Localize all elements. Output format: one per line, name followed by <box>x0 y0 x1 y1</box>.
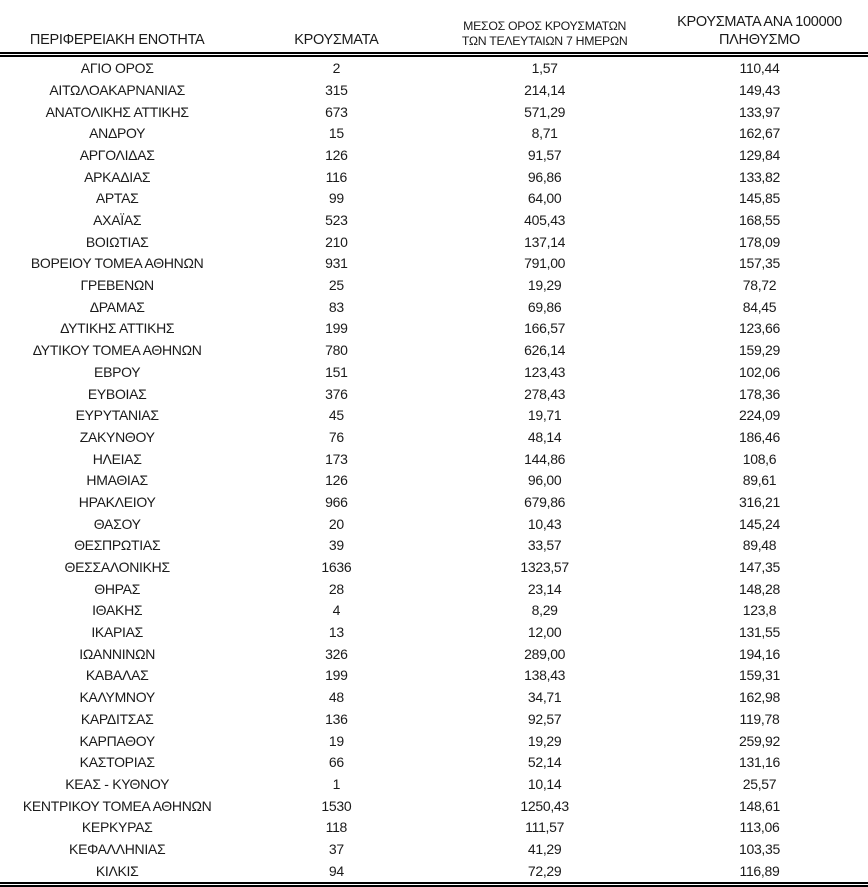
cases-cell: 13 <box>328 624 344 641</box>
cases-cell: 2 <box>332 60 341 77</box>
region-cell: ΕΒΡΟΥ <box>94 363 141 380</box>
per100k-cell: 25,57 <box>742 775 777 792</box>
cases-cell: 673 <box>325 103 348 120</box>
per100k-cell: 133,82 <box>738 168 780 185</box>
per100k-cell: 149,43 <box>738 81 780 98</box>
cases-cell: 1636 <box>321 559 352 576</box>
region-cell: ΚΑΒΑΛΑΣ <box>85 667 149 684</box>
avg7-cell: 64,00 <box>527 190 562 207</box>
cases-cell: 931 <box>325 255 348 272</box>
region-cell: ΘΑΣΟΥ <box>93 515 141 532</box>
per100k-cell: 108,6 <box>742 450 777 467</box>
per100k-cell: 78,72 <box>742 277 777 294</box>
column-header-7day-average <box>438 0 651 55</box>
region-cell: ΙΩΑΝΝΙΝΩΝ <box>79 645 156 662</box>
cases-cell: 15 <box>328 125 344 142</box>
avg7-cell: 41,29 <box>527 840 562 857</box>
avg7-cell: 19,71 <box>527 407 562 424</box>
avg7-cell: 72,29 <box>438 860 651 884</box>
per100k-cell: 157,35 <box>738 255 780 272</box>
per100k-cell: 133,97 <box>738 103 780 120</box>
table-row <box>0 383 868 405</box>
region-cell: ΑΝΔΡΟΥ <box>89 125 146 142</box>
region-cell: ΘΕΣΣΑΛΟΝΙΚΗΣ <box>64 559 170 576</box>
cases-cell: 966 <box>325 493 348 510</box>
table-row <box>0 231 868 253</box>
avg7-cell: 571,29 <box>524 103 566 120</box>
cases-cell: 116 <box>325 168 348 185</box>
cases-cell: 45 <box>328 407 344 424</box>
per100k-cell: 224,09 <box>738 407 780 424</box>
cases-cell: 1 <box>332 775 341 792</box>
per100k-cell: 162,67 <box>738 125 780 142</box>
cases-cell: 210 <box>325 233 348 250</box>
table-row <box>0 144 868 166</box>
region-cell: ΓΡΕΒΕΝΩΝ <box>80 277 154 294</box>
avg7-cell: 34,71 <box>527 689 562 706</box>
cases-cell: 4 <box>332 602 341 619</box>
avg7-cell: 52,14 <box>527 754 562 771</box>
column-header-7day-average-line2: ΤΩΝ ΤΕΛΕΥΤΑΙΩΝ 7 ΗΜΕΡΩΝ <box>461 34 628 49</box>
cases-cell: 48 <box>328 689 344 706</box>
table-row <box>0 469 868 491</box>
avg7-cell: 96,86 <box>527 168 562 185</box>
cases-cell: 151 <box>325 363 348 380</box>
region-cell: ΚΙΛΚΙΣ <box>0 860 234 884</box>
cases-cell: 94 <box>234 860 438 884</box>
table-row <box>0 253 868 275</box>
table-row <box>0 339 868 361</box>
table-row <box>0 79 868 101</box>
per100k-cell: 119,78 <box>739 710 780 727</box>
column-header-per-100k-line2: ΠΛΗΘΥΣΜΟ <box>718 31 801 48</box>
per100k-cell: 123,8 <box>742 602 777 619</box>
avg7-cell: 166,57 <box>524 320 566 337</box>
avg7-cell: 1,57 <box>531 60 558 77</box>
table-row <box>0 426 868 448</box>
per100k-cell: 168,55 <box>738 212 780 229</box>
avg7-cell: 111,57 <box>525 819 565 836</box>
table-row <box>0 274 868 296</box>
cases-cell: 83 <box>328 298 344 315</box>
avg7-cell: 91,57 <box>527 146 562 163</box>
region-cell: ΑΡΓΟΛΙΔΑΣ <box>79 146 155 163</box>
region-cell: ΔΥΤΙΚΟΥ ΤΟΜΕΑ ΑΘΗΝΩΝ <box>32 342 202 359</box>
table-row <box>0 361 868 383</box>
region-cell: ΔΡΑΜΑΣ <box>89 298 145 315</box>
avg7-cell: 1250,43 <box>520 797 569 814</box>
avg7-cell: 289,00 <box>524 645 566 662</box>
per100k-cell: 186,46 <box>738 428 780 445</box>
region-cell: ΚΕΡΚΥΡΑΣ <box>81 819 153 836</box>
cases-cell: 37 <box>328 840 344 857</box>
table-row <box>0 600 868 622</box>
avg7-cell: 626,14 <box>524 342 566 359</box>
cases-cell: 19 <box>328 732 344 749</box>
region-cell: ΑΓΙΟ ΟΡΟΣ <box>80 60 154 77</box>
table-row <box>0 318 868 340</box>
cases-cell: 780 <box>325 342 348 359</box>
table-body <box>0 55 868 884</box>
table-row <box>0 686 868 708</box>
table-row <box>0 55 868 79</box>
region-cell: ΑΧΑΪΑΣ <box>93 212 142 229</box>
per100k-cell: 89,61 <box>742 472 777 489</box>
table-row <box>0 751 868 773</box>
region-cell: ΑΡΚΑΔΙΑΣ <box>84 168 151 185</box>
table-row <box>0 296 868 318</box>
region-cell: ΚΑΡΠΑΘΟΥ <box>79 732 155 749</box>
cases-cell: 20 <box>328 515 344 532</box>
table-row <box>0 188 868 210</box>
per100k-cell: 89,48 <box>742 537 777 554</box>
avg7-cell: 69,86 <box>527 298 562 315</box>
table-row <box>0 209 868 231</box>
region-cell: ΒΟΙΩΤΙΑΣ <box>85 233 149 250</box>
region-cell: ΕΥΒΟΙΑΣ <box>87 385 147 402</box>
region-cell: ΔΥΤΙΚΗΣ ΑΤΤΙΚΗΣ <box>60 320 175 337</box>
cases-cell: 376 <box>325 385 348 402</box>
avg7-cell: 137,14 <box>524 233 566 250</box>
cases-cell: 99 <box>328 190 344 207</box>
avg7-cell: 138,43 <box>524 667 566 684</box>
cases-cell: 76 <box>328 428 344 445</box>
per100k-cell: 131,16 <box>738 754 780 771</box>
region-cell: ΒΟΡΕΙΟΥ ΤΟΜΕΑ ΑΘΗΝΩΝ <box>30 255 204 272</box>
per100k-cell: 84,45 <box>742 298 777 315</box>
per100k-cell: 178,09 <box>738 233 780 250</box>
table-row <box>0 665 868 687</box>
table-row <box>0 816 868 838</box>
cases-cell: 126 <box>325 472 348 489</box>
per100k-cell: 259,92 <box>738 732 780 749</box>
per100k-cell: 103,35 <box>738 840 780 857</box>
region-cell: ΚΕΝΤΡΙΚΟΥ ΤΟΜΕΑ ΑΘΗΝΩΝ <box>22 797 212 814</box>
avg7-cell: 278,43 <box>524 385 566 402</box>
region-cell: ΚΕΑΣ - ΚΥΘΝΟΥ <box>65 775 170 792</box>
per100k-cell: 159,31 <box>738 667 780 684</box>
table-row <box>0 578 868 600</box>
cases-cell: 25 <box>328 277 344 294</box>
column-header-cases-label: ΚΡΟΥΣΜΑΤΑ <box>294 31 379 48</box>
avg7-cell: 123,43 <box>524 363 566 380</box>
per100k-cell: 123,66 <box>738 320 780 337</box>
per100k-cell: 148,61 <box>738 797 780 814</box>
table-row <box>0 708 868 730</box>
table-row <box>0 535 868 557</box>
avg7-cell: 92,57 <box>527 710 562 727</box>
avg7-cell: 405,43 <box>524 212 566 229</box>
per100k-cell: 159,29 <box>738 342 780 359</box>
avg7-cell: 48,14 <box>527 428 562 445</box>
region-cell: ΑΝΑΤΟΛΙΚΗΣ ΑΤΤΙΚΗΣ <box>45 103 189 120</box>
per100k-cell: 145,24 <box>738 515 780 532</box>
avg7-cell: 679,86 <box>524 493 566 510</box>
avg7-cell: 33,57 <box>527 537 562 554</box>
column-header-per-100k <box>651 0 868 55</box>
avg7-cell: 12,00 <box>527 624 562 641</box>
region-cell: ΙΚΑΡΙΑΣ <box>91 624 144 641</box>
per100k-cell: 145,85 <box>738 190 780 207</box>
cases-cell: 199 <box>325 667 348 684</box>
cases-cell: 28 <box>328 580 344 597</box>
table-row <box>0 166 868 188</box>
avg7-cell: 144,86 <box>524 450 566 467</box>
cases-cell: 326 <box>325 645 348 662</box>
per100k-cell: 148,28 <box>738 580 780 597</box>
region-cell: ΚΕΦΑΛΛΗΝΙΑΣ <box>69 840 166 857</box>
region-cell: ΘΕΣΠΡΩΤΙΑΣ <box>74 537 161 554</box>
region-cell: ΘΗΡΑΣ <box>94 580 141 597</box>
cases-cell: 118 <box>325 819 348 836</box>
column-header-region-label: ΠΕΡΙΦΕΡΕΙΑΚΗ ΕΝΟΤΗΤΑ <box>29 31 205 48</box>
table-row <box>0 101 868 123</box>
region-cell: ΗΛΕΙΑΣ <box>92 450 142 467</box>
table-row <box>0 773 868 795</box>
avg7-cell: 96,00 <box>527 472 562 489</box>
cases-cell: 173 <box>325 450 348 467</box>
avg7-cell: 214,14 <box>524 81 566 98</box>
header-row <box>0 0 868 55</box>
avg7-cell: 19,29 <box>527 277 562 294</box>
region-cell: ΚΑΡΔΙΤΣΑΣ <box>80 710 154 727</box>
cases-cell: 66 <box>328 754 344 771</box>
table-row <box>0 838 868 860</box>
region-cell: ΗΡΑΚΛΕΙΟΥ <box>78 493 156 510</box>
cases-cell: 126 <box>325 146 348 163</box>
table-row <box>0 404 868 426</box>
avg7-cell: 23,14 <box>527 580 562 597</box>
table-header <box>0 0 868 55</box>
column-header-region <box>0 0 234 55</box>
per100k-cell: 129,84 <box>738 146 780 163</box>
region-cell: ΗΜΑΘΙΑΣ <box>86 472 148 489</box>
table-row <box>0 730 868 752</box>
per100k-cell: 116,89 <box>651 860 868 884</box>
table-row <box>0 122 868 144</box>
per100k-cell: 131,55 <box>738 624 780 641</box>
per100k-cell: 162,98 <box>738 689 780 706</box>
cases-cell: 199 <box>325 320 348 337</box>
region-cell: ΙΘΑΚΗΣ <box>92 602 143 619</box>
table-row <box>0 795 868 817</box>
cases-cell: 523 <box>325 212 348 229</box>
per100k-cell: 178,36 <box>738 385 780 402</box>
per100k-cell: 147,35 <box>738 559 780 576</box>
per100k-cell: 110,44 <box>739 60 780 77</box>
cases-cell: 1530 <box>321 797 352 814</box>
region-cell: ΑΡΤΑΣ <box>95 190 139 207</box>
cases-cell: 315 <box>325 81 348 98</box>
region-cell: ΚΑΣΤΟΡΙΑΣ <box>79 754 155 771</box>
cases-cell: 136 <box>325 710 348 727</box>
table-row <box>0 448 868 470</box>
column-header-7day-average-line1: ΜΕΣΟΣ ΟΡΟΣ ΚΡΟΥΣΜΑΤΩΝ <box>463 19 627 34</box>
per100k-cell: 194,16 <box>738 645 780 662</box>
column-header-cases <box>234 0 438 55</box>
region-cell: ΚΑΛΥΜΝΟΥ <box>79 689 155 706</box>
table-row <box>0 491 868 513</box>
table-row <box>0 621 868 643</box>
avg7-cell: 791,00 <box>524 255 566 272</box>
avg7-cell: 8,71 <box>531 125 558 142</box>
avg7-cell: 10,14 <box>527 775 562 792</box>
cases-cell: 39 <box>328 537 344 554</box>
per100k-cell: 113,06 <box>739 819 780 836</box>
per100k-cell: 316,21 <box>738 493 780 510</box>
avg7-cell: 8,29 <box>531 602 558 619</box>
table-row <box>0 513 868 535</box>
table-row <box>0 556 868 578</box>
column-header-per-100k-line1: ΚΡΟΥΣΜΑΤΑ ΑΝΑ 100000 <box>677 14 842 30</box>
avg7-cell: 19,29 <box>527 732 562 749</box>
table-row <box>0 643 868 665</box>
avg7-cell: 1323,57 <box>520 559 569 576</box>
table-row <box>0 860 868 884</box>
region-cell: ΕΥΡΥΤΑΝΙΑΣ <box>75 407 159 424</box>
region-cell: ΑΙΤΩΛΟΑΚΑΡΝΑΝΙΑΣ <box>49 81 186 98</box>
region-cell: ΖΑΚΥΝΘΟΥ <box>79 428 155 445</box>
avg7-cell: 10,43 <box>527 515 562 532</box>
per100k-cell: 102,06 <box>738 363 780 380</box>
